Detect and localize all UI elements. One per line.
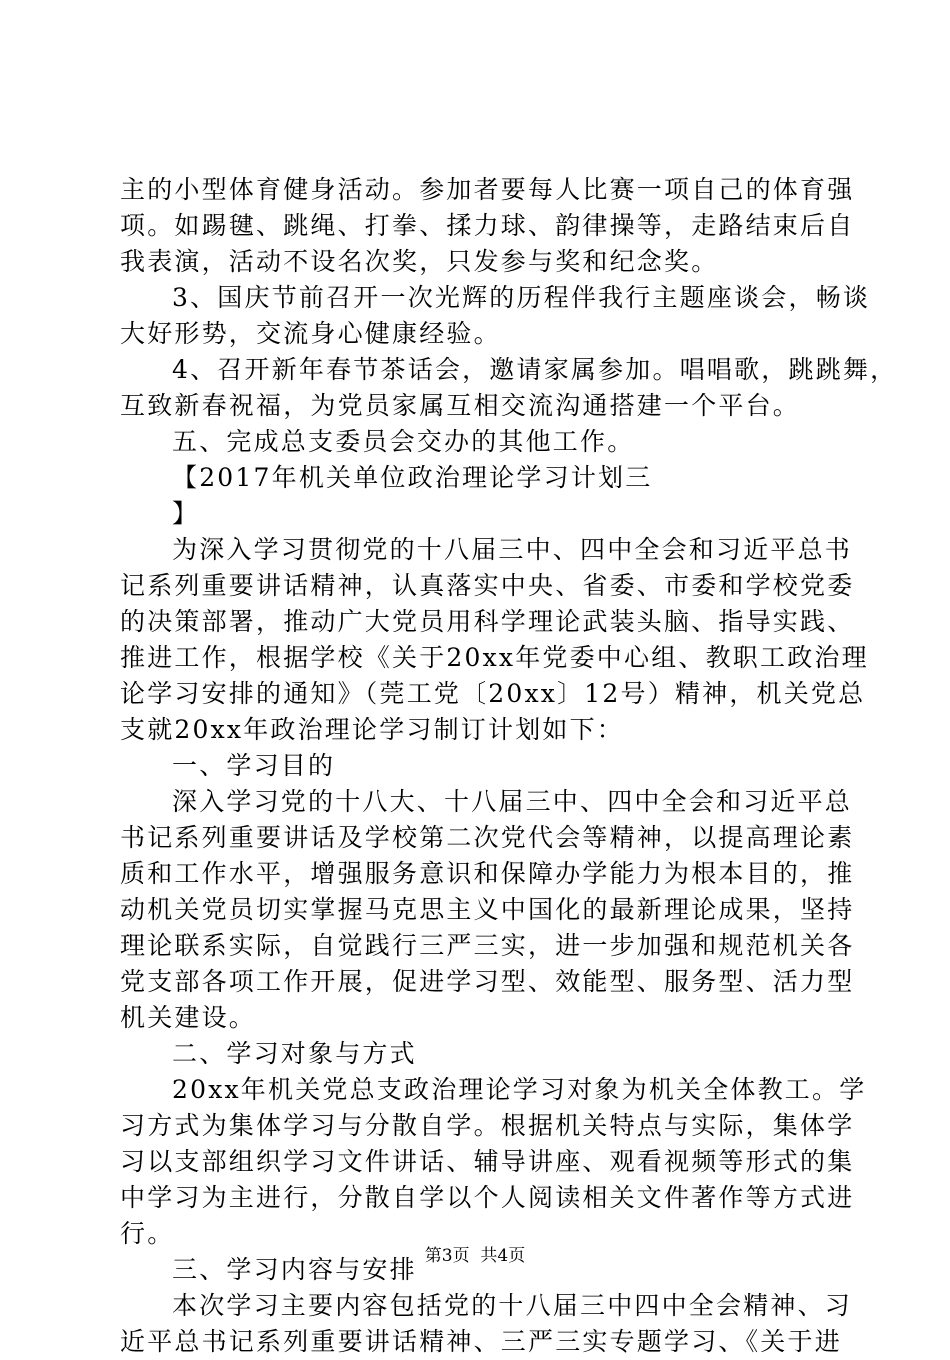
document-line: 中学习为主进行，分散自学以个人阅读相关文件著作等方式进 [120,1183,855,1212]
page-number-label: 第3页 共4页 [424,1246,526,1266]
document-line: 我表演，活动不设名次奖，只发参与奖和纪念奖。 [120,247,719,276]
document-line: 一、学习目的 [172,751,336,780]
document-line: 动机关党员切实掌握马克思主义中国化的最新理论成果，坚持 [120,895,855,924]
document-line: 质和工作水平，增强服务意识和保障办学能力为根本目的，推 [120,859,855,888]
page-footer [0,1245,950,1267]
document-line: 三、学习内容与安排 [172,1255,417,1284]
document-line: 近平总书记系列重要讲话精神、三严三实专题学习、《关于进 [120,1327,842,1356]
document-line: 书记系列重要讲话及学校第二次党代会等精神，以提高理论素 [120,823,855,852]
document-line: 大好形势，交流身心健康经验。 [120,319,501,348]
document-line: 深入学习党的十八大、十八届三中、四中全会和习近平总 [172,787,853,816]
document-line: 本次学习主要内容包括党的十八届三中四中全会精神、习 [172,1291,853,1320]
document-line: 项。如踢毽、跳绳、打拳、揉力球、韵律操等，走路结束后自 [120,211,855,240]
document-line: 互致新春祝福，为党员家属互相交流沟通搭建一个平台。 [120,391,801,420]
document-line: 】 [172,499,200,528]
document-line: 机关建设。 [120,1003,257,1032]
document-line: 习方式为集体学习与分散自学。根据机关特点与实际，集体学 [120,1111,855,1140]
document-line: 党支部各项工作开展，促进学习型、效能型、服务型、活力型 [120,967,855,996]
document-body [120,172,898,1360]
document-line: 主的小型体育健身活动。参加者要每人比赛一项自己的体育强 [120,175,855,204]
document-line: 为深入学习贯彻党的十八届三中、四中全会和习近平总书 [172,535,853,564]
document-line: 3、国庆节前召开一次光辉的历程伴我行主题座谈会，畅谈 [172,283,871,312]
document-line: 的决策部署，推动广大党员用科学理论武装头脑、指导实践、 [120,607,855,636]
document-line: 行。 [120,1219,175,1248]
document-line: 4、召开新年春节茶话会，邀请家属参加。唱唱歌，跳跳舞， [172,355,898,384]
document-line: 支就20xx年政治理论学习制订计划如下： [120,715,625,744]
document-line: 论学习安排的通知》（莞工党〔20xx〕12号）精神，机关党总 [120,679,866,708]
document-line: 二、学习对象与方式 [172,1039,417,1068]
document-line: 习以支部组织学习文件讲话、辅导讲座、观看视频等形式的集 [120,1147,855,1176]
document-line: 记系列重要讲话精神，认真落实中央、省委、市委和学校党委 [120,571,855,600]
document-line: 理论联系实际，自觉践行三严三实，进一步加强和规范机关各 [120,931,855,960]
document-line: 五、完成总支委员会交办的其他工作。 [172,427,635,456]
document-line: 推进工作，根据学校《关于20xx年党委中心组、教职工政治理 [120,643,869,672]
document-line: 【2017年机关单位政治理论学习计划三 [172,463,653,492]
document-line: 20xx年机关党总支政治理论学习对象为机关全体教工。学 [172,1075,867,1104]
